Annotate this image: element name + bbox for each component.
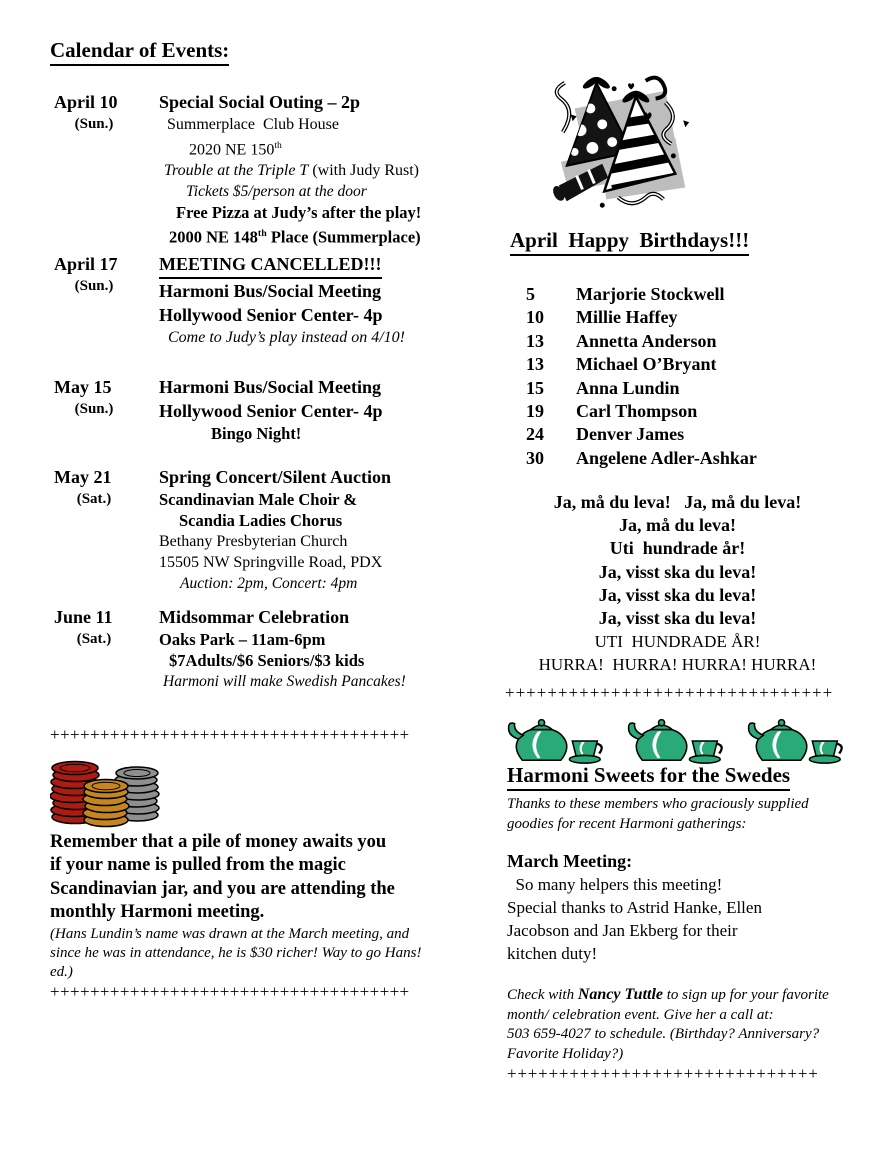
birthday-song: Ja, må du leva! Ja, må du leva! Ja, må du leva! Uti hundrade år! Ja, visst ska du leva! Ja, visst ska du leva! Ja, visst ska du leva! UTI HUNDRADE ÅR! HURRA! HURRA! HURRA! HURRA! (538, 492, 817, 675)
event-line: Scandinavian Male Choir & (159, 489, 358, 509)
birthday-row: 10 Millie Haffey (526, 307, 678, 328)
calendar-section (50, 38, 474, 1002)
sweets-title: Harmoni Sweets for the Swedes (507, 763, 790, 791)
event-weekday: (Sun.) (74, 116, 114, 132)
event-date: April 17 (54, 253, 118, 274)
event-title: Spring Concert/Silent Auction (159, 466, 392, 487)
money-announcement: Remember that a pile of money awaits you if your name is pulled from the magic Scandinavian jar, and you are attending the monthly Harmoni meeting. (Hans Lundin’s name was drawn at the March meeting, and since he was in attendance, he is $30 richer! Way to go Hans! ed.) (50, 831, 422, 980)
teapot-and-cup-icon (625, 716, 725, 766)
event-line: Harmoni Bus/Social Meeting (159, 280, 381, 301)
march-meeting-section: March Meeting: So many helpers this meeting! Special thanks to Astrid Hanke, Ellen Jacobson and Jan Ekberg for their kitchen duty! (507, 851, 762, 963)
event-line: Harmoni Bus/Social Meeting (159, 376, 381, 397)
birthday-list (526, 283, 757, 470)
teapot-row (505, 716, 845, 766)
event-line: Bethany Presbyterian Church (159, 532, 348, 550)
event-may-15 (50, 375, 474, 445)
birthday-row: 30 Angelene Adler-Ashkar (526, 447, 757, 468)
event-april-17 (50, 252, 474, 349)
event-line: 2000 NE 148th Place (Summerplace) (169, 227, 421, 247)
event-line: 2020 NE 150th (189, 140, 282, 159)
plus-separator: ++++++++++++++++++++++++++++++++++++ (50, 981, 410, 1001)
event-line: $7Adults/$6 Seniors/$3 kids (169, 650, 365, 670)
teapot-and-cup-icon (745, 716, 845, 766)
event-note: Bingo Night! (211, 423, 302, 443)
plus-separator: ++++++++++++++++++++++++++++++ (507, 1064, 819, 1083)
signup-note: Check with Nancy Tuttle to sign up for your favorite month/ celebration event. Give her a call at: 503 659-4027 to schedule. (Birthday? Anniversary? Favorite Holiday?) ++++++++++++++++++++++++++++++ (507, 986, 829, 1083)
event-line: Summerplace Club House (167, 116, 339, 133)
birthday-row: 19 Carl Thompson (526, 401, 698, 422)
event-date: June 11 (54, 606, 113, 627)
event-line: Tickets $5/person at the door (186, 183, 367, 201)
birthday-row: 24 Denver James (526, 424, 685, 445)
birthday-row: 5 Marjorie Stockwell (526, 284, 725, 304)
plus-separator: +++++++++++++++++++++++++++++++ (505, 683, 834, 702)
event-line: 15505 NW Springville Road, PDX (159, 553, 383, 571)
birthdays-title: April Happy Birthdays!!! (510, 228, 749, 256)
money-stacks-image (50, 759, 160, 829)
event-april-10 (50, 90, 474, 248)
event-weekday: (Sun.) (74, 277, 114, 294)
event-june-11 (50, 605, 474, 692)
event-line: Scandia Ladies Chorus (179, 510, 343, 530)
birthday-row: 13 Annetta Anderson (526, 330, 717, 351)
event-line: Trouble at the Triple T (with Judy Rust) (164, 162, 419, 180)
birthday-row: 15 Anna Lundin (526, 377, 680, 398)
event-line: Hollywood Senior Center- 4p (159, 304, 383, 325)
event-date: May 21 (54, 466, 112, 487)
event-weekday: (Sun.) (74, 400, 114, 417)
event-line: Free Pizza at Judy’s after the play! (176, 203, 422, 223)
event-note: Auction: 2pm, Concert: 4pm (180, 574, 358, 592)
event-line: Hollywood Senior Center- 4p (159, 400, 383, 421)
event-date: April 10 (54, 92, 118, 112)
event-line: Oaks Park – 11am-6pm (159, 629, 326, 649)
march-meeting-heading: March Meeting: (507, 851, 633, 871)
sweets-intro: Thanks to these members who graciously supplied goodies for recent Harmoni gatherings: (507, 796, 809, 832)
event-date: May 15 (54, 376, 112, 397)
event-weekday: (Sat.) (76, 490, 112, 507)
plus-separator: ++++++++++++++++++++++++++++++++++++ (50, 724, 410, 744)
event-title: Midsommar Celebration (159, 606, 350, 627)
contact-name: Nancy Tuttle (577, 986, 663, 1003)
birthday-row: 13 Michael O’Bryant (526, 354, 717, 375)
event-may-21 (50, 465, 474, 594)
party-hats-image (545, 70, 703, 220)
event-weekday: (Sat.) (76, 630, 112, 647)
teapot-and-cup-icon (505, 716, 605, 766)
event-title: Special Social Outing – 2p (159, 92, 361, 112)
calendar-title: Calendar of Events: (50, 38, 474, 66)
event-note: Come to Judy’s play instead on 4/10! (168, 328, 406, 346)
event-note: Harmoni will make Swedish Pancakes! (163, 672, 406, 690)
event-title: MEETING CANCELLED!!! (159, 252, 477, 279)
